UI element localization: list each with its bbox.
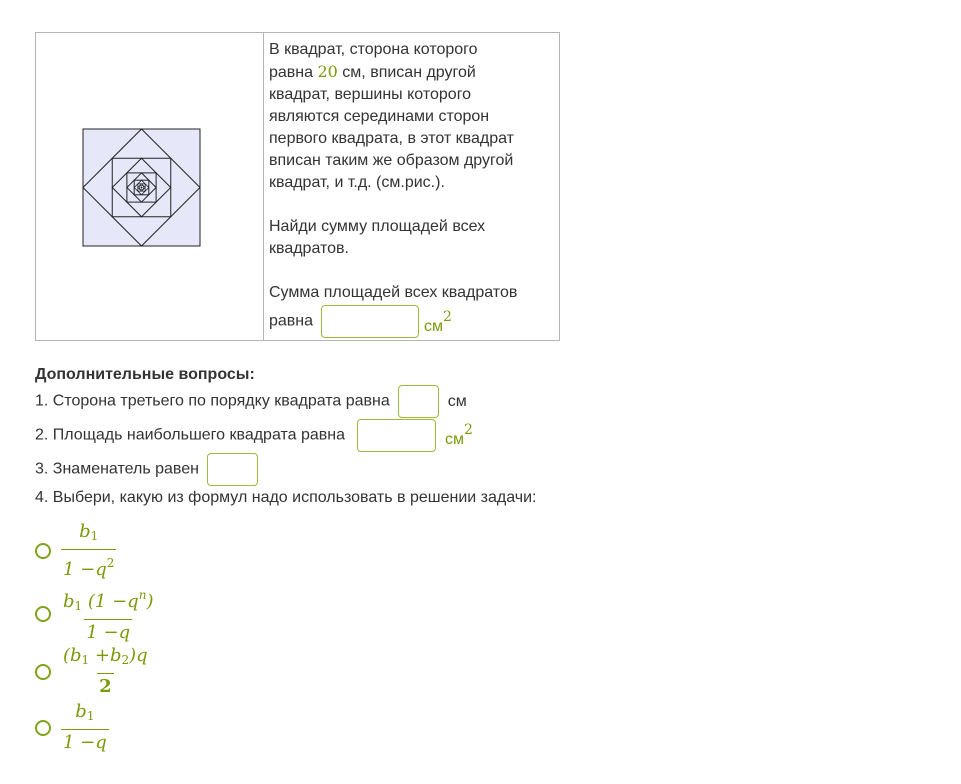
question-1 [35, 385, 467, 418]
question-2-unit-text: см [444, 431, 464, 448]
sum-line-2 [269, 305, 553, 338]
formula-1-den: 1 −q [63, 559, 107, 580]
formula-4-num-sub: 1 [86, 709, 95, 723]
formula-2-num-sub: 1 [74, 599, 83, 613]
formula-3-den: 2 [99, 676, 112, 697]
formula-3-num-sub1: 1 [81, 653, 90, 667]
question-3 [35, 453, 258, 486]
task-table [35, 32, 560, 341]
sum-answer-input[interactable] [321, 305, 419, 338]
formula-2-den: 1 −q [86, 622, 131, 643]
sum-unit-power: 2 [442, 308, 452, 325]
sum-unit-text: см [423, 317, 443, 335]
formula-1 [61, 521, 116, 581]
formula-3-num-sub2: 2 [121, 653, 130, 667]
sum-unit [423, 308, 452, 335]
task-line-1: В квадрат, сторона которого [269, 41, 478, 58]
question-3-input[interactable] [207, 453, 258, 486]
formula-1-num-b: b [79, 521, 91, 542]
task-text-cell [264, 33, 559, 340]
side-value: 20 [317, 62, 338, 81]
radio-button-icon[interactable] [35, 720, 51, 736]
question-2-label: 2. Площадь наибольшего квадрата равна [35, 426, 346, 444]
formula-3-num-text: (b [63, 645, 82, 666]
formula-3-num-mid: +b [89, 645, 122, 666]
radio-button-icon[interactable] [35, 543, 51, 559]
task-line-4: являются серединами сторон [269, 108, 490, 125]
formula-option-2[interactable] [35, 584, 155, 644]
formula-1-den-power: 2 [106, 556, 115, 570]
formula-2-num-rest: (1 −q [82, 591, 139, 612]
task-line-2 [269, 61, 553, 84]
formula-1-num-sub: 1 [90, 529, 99, 543]
nested-squares-figure-icon [82, 128, 202, 248]
question-4: 4. Выбери, какую из формул надо использовать в решении задачи: [35, 489, 537, 506]
question-2 [35, 419, 473, 452]
question-2-unit [444, 422, 473, 448]
question-2-input[interactable] [357, 419, 436, 452]
formula-2-num-power: n [138, 588, 147, 602]
formula-2-num-close: ) [146, 591, 154, 612]
task-line-5: первого квадрата, в этот квадрат [269, 130, 514, 147]
question-3-label: 3. Знаменатель равен [35, 460, 199, 478]
formula-3-num-end: )q [129, 645, 148, 666]
formula-4 [61, 701, 109, 754]
formula-option-4[interactable] [35, 701, 109, 754]
formula-option-3[interactable] [35, 645, 150, 698]
radio-button-icon[interactable] [35, 664, 51, 680]
task-line-2-suffix: см, вписан другой [342, 64, 476, 81]
task-line-2-prefix: равна [269, 64, 314, 81]
sum-label: равна [269, 312, 314, 330]
find-line-1: Найди сумму площадей всех [269, 218, 486, 235]
formula-4-num-b: b [75, 701, 87, 722]
question-1-input[interactable] [398, 385, 439, 418]
question-1-label: 1. Сторона третьего по порядку квадрата равна [35, 392, 390, 410]
radio-button-icon[interactable] [35, 606, 51, 622]
formula-4-den: 1 −q [63, 732, 107, 753]
additional-questions-title: Дополнительные вопросы: [35, 366, 255, 383]
figure-cell [36, 33, 264, 340]
task-line-6: вписан таким же образом другой [269, 152, 514, 169]
question-2-unit-power: 2 [463, 422, 473, 438]
find-line-2: квадратов. [269, 240, 349, 257]
formula-option-1[interactable] [35, 521, 116, 581]
task-line-7: квадрат, и т.д. (см.рис.). [269, 174, 445, 191]
formula-3 [61, 645, 150, 698]
formula-2 [61, 584, 155, 644]
formula-2-num-b: b [63, 591, 75, 612]
task-line-3: квадрат, вершины которого [269, 86, 472, 103]
question-1-unit: см [447, 392, 467, 410]
sum-line-1: Сумма площадей всех квадратов [269, 284, 518, 301]
